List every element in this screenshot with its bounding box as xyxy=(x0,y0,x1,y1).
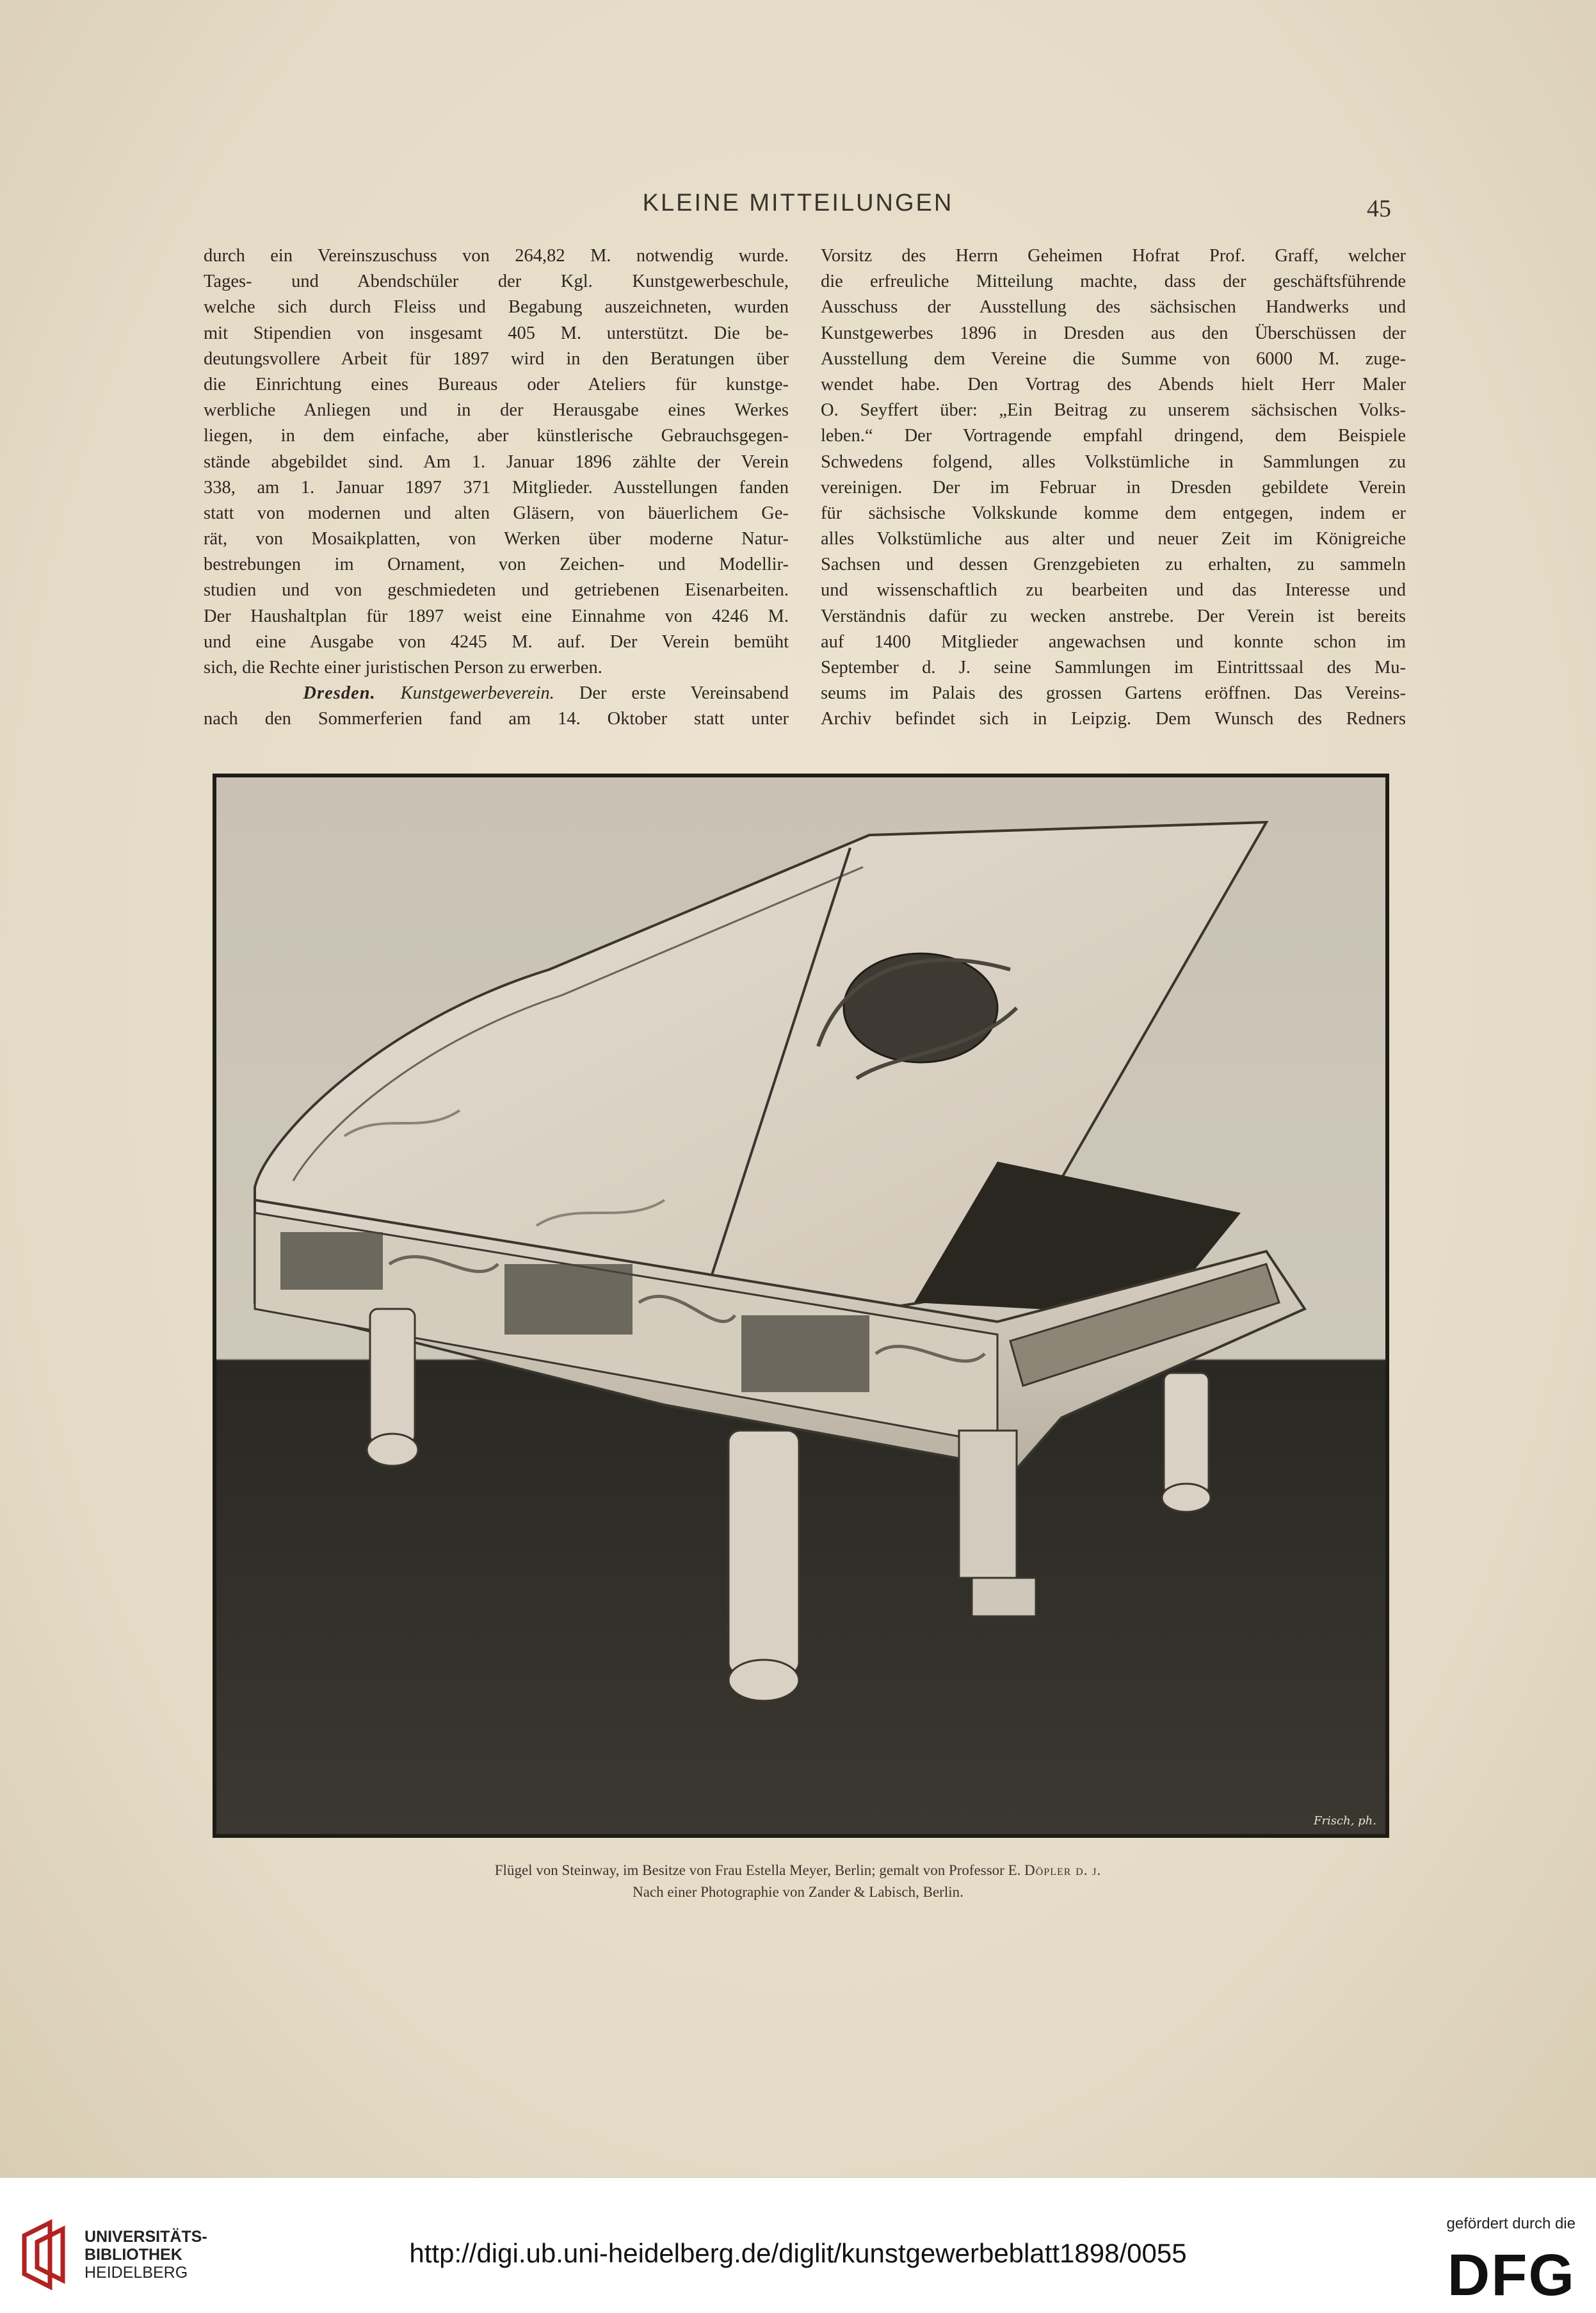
section-association: Kunstgewerbeverein. xyxy=(400,683,554,704)
funding-label: gefördert durch die xyxy=(1446,2215,1576,2232)
photo-area xyxy=(216,777,1385,1834)
section-city: Dresden. xyxy=(303,683,376,704)
text-line: Ausschuss der Ausstellung des sächsischen Handwerks und xyxy=(821,297,1406,318)
text-line: liegen, in dem einfache, aber künstlerische Gebrauchsgegen- xyxy=(204,426,789,446)
text-line: seums im Palais des grossen Gartens eröffnen. Das Vereins- xyxy=(821,683,1406,704)
text-line: Sachsen und dessen Grenzgebieten zu erhalten, zu sammeln xyxy=(821,555,1406,575)
text-line: stände abgebildet sind. Am 1. Januar 1896 zählte der Verein xyxy=(204,451,789,472)
text-line: Der Haushaltplan für 1897 weist eine Einnahme von 4246 M. xyxy=(204,606,789,626)
text-line: Vorsitz des Herrn Geheimen Hofrat Prof. Graff, welcher xyxy=(821,246,1406,266)
right-text-column xyxy=(821,243,1406,733)
text-line: werbliche Anliegen und in der Herausgabe eines Werkes xyxy=(204,400,789,421)
text-line: deutungsvollere Arbeit für 1897 wird in den Beratungen über xyxy=(204,348,789,369)
text-line: September d. J. seine Sammlungen im Eintrittssaal des Mu- xyxy=(821,658,1406,678)
text-line: Kunstgewerbes 1896 in Dresden aus den Überschüssen der xyxy=(821,323,1406,343)
photographer-credit: Frisch, ph. xyxy=(1313,1814,1376,1828)
text-line: auf 1400 Mitglieder angewachsen und konnte schon im xyxy=(821,631,1406,652)
figure-caption-source: Nach einer Photographie von Zander & Labisch, Berlin. xyxy=(633,1884,963,1900)
text-line: studien und von geschmiedeten und getriebenen Eisenarbeiten. xyxy=(204,580,789,601)
text-line: wendet habe. Den Vortrag des Abends hielt Herr Maler xyxy=(821,374,1406,394)
digitization-footer xyxy=(0,2177,1596,2313)
text-line: nach den Sommerferien fand am 14. Oktober statt unter xyxy=(204,709,789,729)
caption-main: Flügel von Steinway, im Besitze von Frau Estella Meyer, Berlin; gemalt von Professor E. xyxy=(494,1862,1021,1878)
text-line: die erfreuliche Mitteilung machte, dass der geschäftsführende xyxy=(821,272,1406,292)
text-line: Archiv befindet sich in Leipzig. Dem Wunsch des Redners xyxy=(821,709,1406,729)
running-title: KLEINE MITTEILUNGEN xyxy=(642,190,954,216)
grand-piano-illustration xyxy=(216,777,1385,1834)
text-line: und eine Ausgabe von 4245 M. auf. Der Verein bemüht xyxy=(204,631,789,652)
figure-caption xyxy=(0,1862,1596,1879)
text-line: alles Volkstümliche aus alter und neuer Zeit im Königreiche xyxy=(821,529,1406,549)
text-line: Ausstellung dem Vereine die Summe von 6000 M. zuge- xyxy=(821,348,1406,369)
text-line: durch ein Vereinszuschuss von 264,82 M. notwendig wurde. xyxy=(204,246,789,266)
library-line: BIBLIOTHEK xyxy=(85,2246,182,2264)
text-line: leben.“ Der Vortragende empfahl dringend, dem Beispiele xyxy=(821,426,1406,446)
dfg-logo: DFG xyxy=(1447,2243,1576,2308)
text-line: mit Stipendien von insgesamt 405 M. unterstützt. Die be- xyxy=(204,323,789,343)
text-line: welche sich durch Fleiss und Begabung auszeichneten, wurden xyxy=(204,297,789,318)
page-number: 45 xyxy=(1367,195,1391,222)
text-line: O. Seyffert über: „Ein Beitrag zu unserem sächsischen Volks- xyxy=(821,400,1406,421)
library-line: HEIDELBERG xyxy=(85,2264,188,2282)
text-line: sich, die Rechte einer juristischen Person zu erwerben. xyxy=(204,658,602,678)
dresden-heading-line xyxy=(204,681,789,706)
caption-artist: Döpler d. j. xyxy=(1024,1862,1102,1878)
text-line: rät, von Mosaikplatten, von Werken über moderne Natur- xyxy=(204,529,789,549)
text-line: Verständnis dafür zu wecken anstrebe. Der Verein ist bereits xyxy=(821,606,1406,626)
piano-photograph xyxy=(213,774,1389,1838)
text-fragment: Der erste Vereinsabend xyxy=(579,683,789,704)
left-text-column xyxy=(204,243,789,733)
text-line: Schwedens folgend, alles Volkstümliche in Sammlungen zu xyxy=(821,451,1406,472)
text-line: und wissenschaftlich zu bearbeiten und das Interesse und xyxy=(821,580,1406,601)
text-line: für sächsische Volkskunde komme dem entgegen, indem er xyxy=(821,503,1406,523)
text-line: die Einrichtung eines Bureaus oder Ateliers für kunstge- xyxy=(204,374,789,394)
text-line: 338, am 1. Januar 1897 371 Mitglieder. Ausstellungen fanden xyxy=(204,477,789,498)
source-url-link[interactable]: http://digi.ub.uni-heidelberg.de/diglit/kunstgewerbeblatt1898/0055 xyxy=(409,2238,1187,2268)
text-line: vereinigen. Der im Februar in Dresden gebildete Verein xyxy=(821,477,1406,498)
library-line: UNIVERSITÄTS- xyxy=(85,2228,207,2246)
text-line: statt von modernen und alten Gläsern, von bäuerlichem Ge- xyxy=(204,503,789,523)
text-line: bestrebungen im Ornament, von Zeichen- und Modellir- xyxy=(204,555,789,575)
text-line: Tages- und Abendschüler der Kgl. Kunstgewerbeschule, xyxy=(204,272,789,292)
